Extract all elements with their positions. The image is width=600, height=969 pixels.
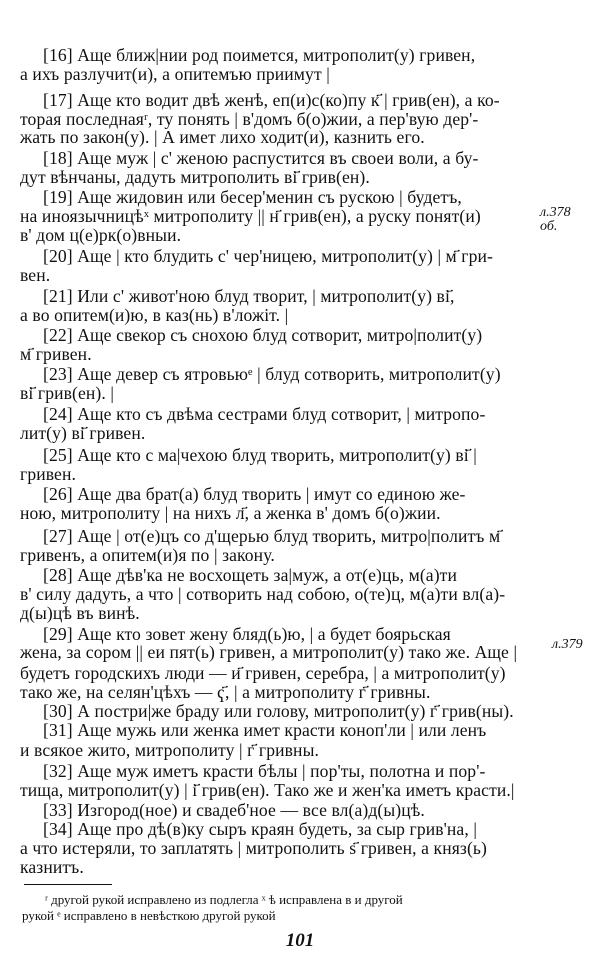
text-line: ною, митрополиту | на нихъ л҃, а женка в' домъ б(о)жии. [20,503,441,523]
text-line: [21] Или с' живот'ною блуд творит, | митрополит(у) ві҃, [43,286,455,306]
text-line: [27] Аще | от(е)цъ со д'щерью блуд творить, митро|политъ м҃ [43,526,501,546]
text-line: [16] Аще ближ|нии род поимется, митрополит(у) гривен, [43,45,476,65]
text-line: и всякое жито, митрополиту | г҃ гривны. [20,740,319,760]
text-line: жать по закон(у). | А имет лихо ходит(и), казнить его. [20,127,425,147]
text-line: а что истеряли, то заплатять | митрополить ѕ҃ гривен, а княз(ь) [20,838,488,858]
text-line: [18] Аще муж | с' женою распустится въ своеи воли, а бу- [43,148,479,168]
text-line: вен. [20,265,51,285]
text-line: будетъ городскихъ люди — и҃ гривен, серебра, | а митрополит(у) [20,663,506,683]
footnote-rule [24,884,112,885]
text-line: в' силу дадуть, а что | сотворить над собою, о(те)ц, м(а)ти вл(а)- [20,584,506,604]
margin-note-folio-378 [540,206,571,234]
text-line: жена, за сором || еи пят(ь) гривен, а митрополит(у) тако же. Аще | [20,642,518,662]
text-line: [28] Аще дѣв'ка не восхощеть за|муж, а от(е)ць, м(а)ти [43,565,457,585]
text-line: а ихъ разлучит(и), а опитемъю приимут | [20,64,330,84]
text-line: ві҃ грив(ен). | [20,383,114,403]
text-line: торая последнаяʳ, ту понять | в'домъ б(о)жии, а пер'вую дер'- [20,109,479,129]
text-line: [31] Аще мужь или женка имет красти коноп'ли | или ленъ [43,720,487,740]
text-line: [19] Аще жидовин или бесер'менин съ рускою | будетъ, [43,187,462,207]
text-line: в' дом ц(е)рк(о)вныи. [20,225,182,245]
text-line: гривен. [20,464,76,484]
text-line: [29] Аще кто зовет жену бляд(ь)ю, | а будет боярьская [43,624,451,644]
margin-note-line-1: л.379 [552,637,583,652]
text-line: [34] Аще про дѣ(в)ку сыръ краян будеть, за сыр грив'на, | [43,819,477,839]
text-line: тако же, на селян'цѣхъ — ҁ҃, | а митрополиту г҃ гривны. [20,682,431,702]
text-line: [26] Аще два брат(а) блуд творить | имут со единою же- [43,484,466,504]
footnote-line-2: рукой ᵉ исправлено в невѣсткою другой рукой [22,908,276,923]
text-line: лит(у) ві҃ гривен. [20,423,146,443]
text-line: д(ы)цѣ въ винѣ. [20,603,140,623]
margin-note-line-1: л.378 [540,205,571,220]
text-line: [20] Аще | кто блудить с' чер'ницею, митрополит(у) | м҃ гри- [43,246,493,266]
text-line: [24] Аще кто съ двѣма сестрами блуд сотворит, | митропо- [43,404,486,424]
text-line: [32] Аще муж иметъ красти бѣлы | пор'ты, полотна и пор'- [43,761,486,781]
text-line: м҃ гривен. [20,344,92,364]
text-line: [30] А постри|же браду или голову, митрополит(у) г҃ грив(ны). [43,701,514,721]
margin-note-folio-379 [552,638,583,652]
text-line: [33] Изгород(ное) и свадеб'ное — все вл(а)д(ы)цѣ. [43,800,425,820]
text-line: [25] Аще кто с ма|чехою блуд творить, митрополит(у) ві҃ | [43,445,477,465]
text-line: дут вѣнчаны, дадуть митрополить ві҃ грив(ен). [20,167,370,187]
text-line: гривенъ, а опитем(и)я по | закону. [20,545,275,565]
text-line: тища, митрополит(у) | і҃ грив(ен). Тако же и жен'ка иметъ красти.| [20,780,515,800]
text-line: на иноязычницѣˣ митрополиту || н҃ грив(ен), а руску понят(и) [20,206,481,226]
margin-note-line-2: об. [540,219,558,234]
text-line: а во опитем(и)ю, в каз(нь) в'ложіт. | [20,305,289,325]
footnote-line-1: ʳ другой рукой исправлено из подлегла ˣ ѣ исправлена в и другой [45,892,403,907]
text-line: [22] Аще свекор съ снохою блуд сотворит, митро|полит(у) [43,325,483,345]
text-line: казнитъ. [20,857,84,877]
page-number: 101 [285,930,315,951]
text-line: [23] Аще девер съ ятровьюᵉ | блуд сотворить, митрополит(у) [43,364,501,384]
text-line: [17] Аще кто водит двѣ женѣ, еп(и)с(ко)пу к҃ | грив(ен), а ко- [43,90,500,110]
